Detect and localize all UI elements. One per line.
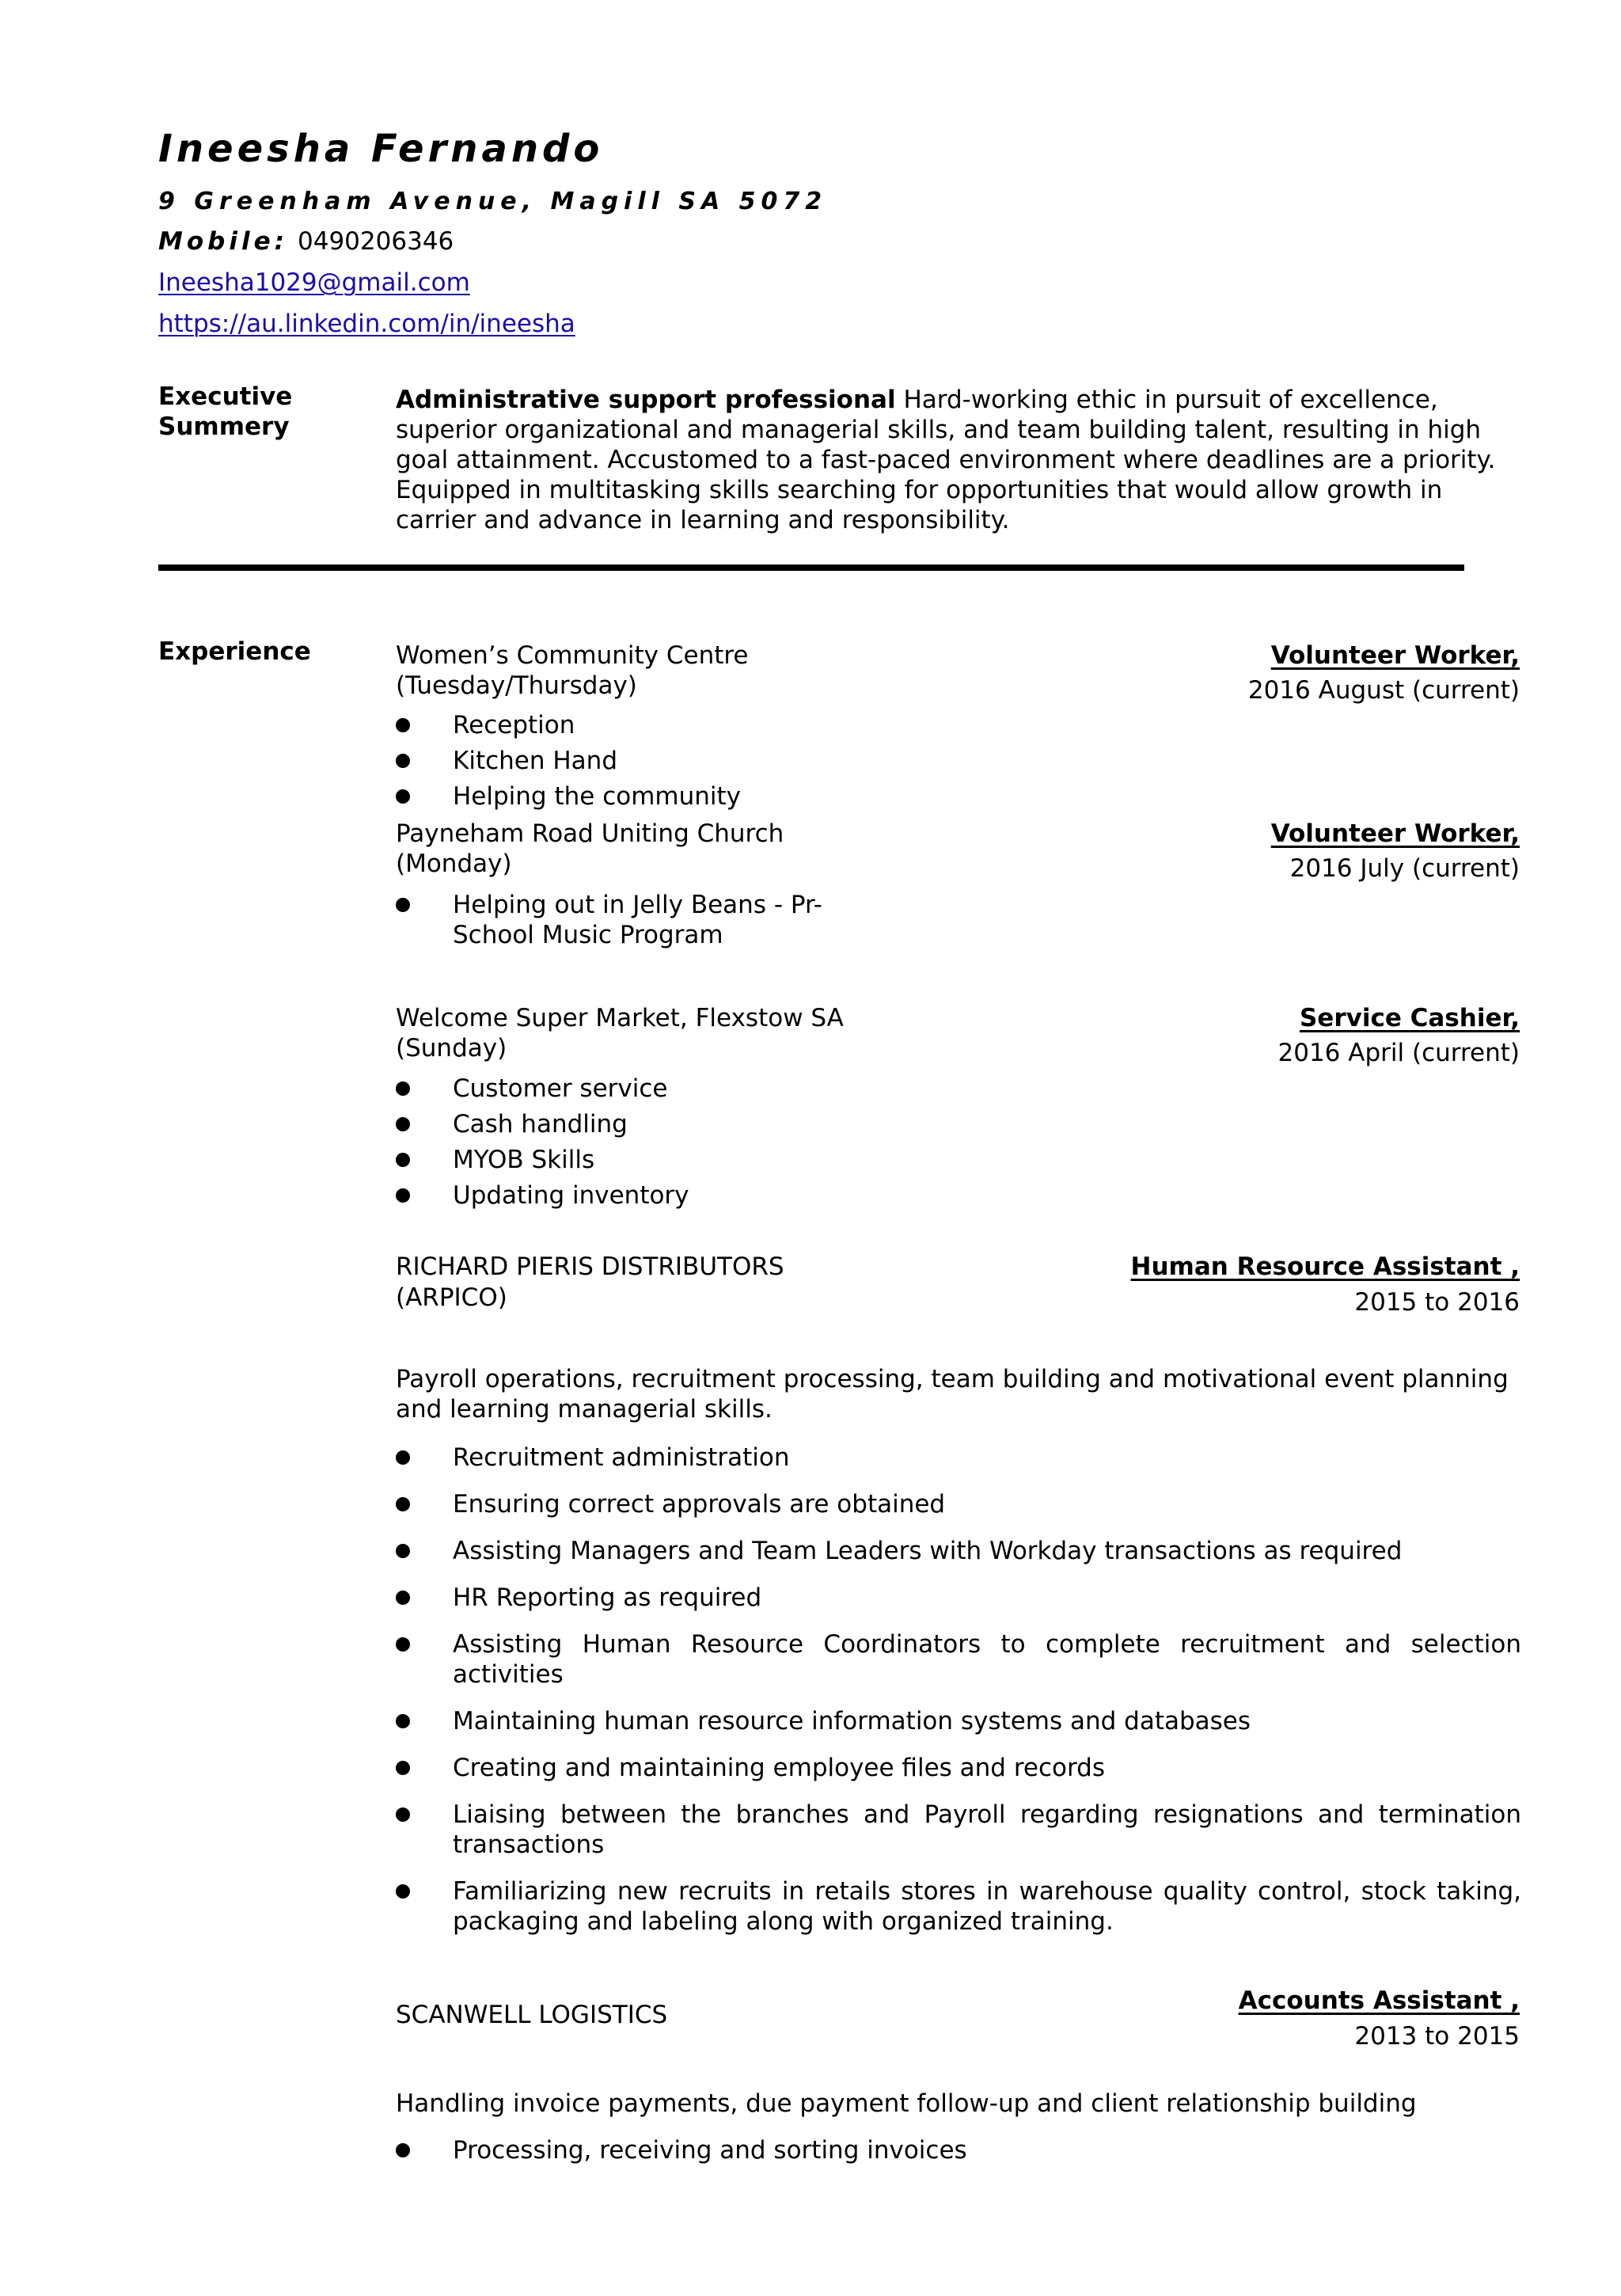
summary-body: Hard-working ethic in pursuit of excellence, superior organizational and managerial skills, and team building talent, resulting in high goal attainment. Accustomed to a fast-paced environment where deadlines are a priority. Equipped in multitasking skills searching for opportunities that would allow growth in carrier and advance in learning and responsibility.: [396, 386, 1496, 534]
list-item: HR Reporting as required: [396, 1583, 1521, 1613]
section-divider: [158, 564, 1464, 571]
bullet-icon: [396, 2143, 410, 2157]
job-role: Service Cashier,: [1299, 1004, 1520, 1032]
list-item: Familiarizing new recruits in retails stores in warehouse quality control, stock taking, packaging and labeling along with organized training.: [396, 1876, 1521, 1937]
bullet-icon: [396, 1761, 410, 1775]
email-link[interactable]: Ineesha1029@gmail.com: [158, 268, 470, 297]
list-item: Processing, receiving and sorting invoices: [396, 2135, 967, 2165]
list-item: Kitchen Hand: [396, 746, 617, 776]
mobile-line: [158, 227, 454, 256]
linkedin-link[interactable]: https://au.linkedin.com/in/ineesha: [158, 310, 575, 338]
bullet-icon: [396, 789, 410, 804]
job-description: Handling invoice payments, due payment follow-up and client relationship building: [396, 2089, 1417, 2118]
job-org: RICHARD PIERIS DISTRIBUTORS: [396, 1253, 784, 1281]
job-org: Women’s Community Centre: [396, 641, 749, 670]
job-role: Volunteer Worker,: [1270, 819, 1520, 848]
bullet-icon: [396, 718, 410, 732]
bullet-icon: [396, 754, 410, 768]
job-date: 2016 April (current): [1277, 1039, 1520, 1067]
job-date: 2016 August (current): [1247, 676, 1520, 705]
list-item: Customer service: [396, 1074, 667, 1104]
bullet-icon: [396, 1450, 410, 1465]
bullet-icon: [396, 1188, 410, 1203]
bullet-icon: [396, 1591, 410, 1605]
mobile-number: 0490206346: [298, 227, 454, 256]
list-item: Liaising between the branches and Payroll regarding resignations and termination transactions: [396, 1800, 1521, 1860]
address: 9 Greenham Avenue, Magill SA 5072: [158, 188, 828, 215]
list-item: Helping out in Jelly Beans - Pr-School Music Program: [396, 890, 848, 950]
bullet-icon: [396, 1637, 410, 1652]
list-item: Cash handling: [396, 1109, 628, 1139]
candidate-name: Ineesha Fernando: [158, 127, 604, 171]
list-item: Reception: [396, 710, 575, 740]
bullet-icon: [396, 1081, 410, 1096]
job-role: Accounts Assistant ,: [1238, 1986, 1520, 2015]
list-item: Recruitment administration: [396, 1443, 1521, 1473]
job-org: Payneham Road Uniting Church: [396, 819, 784, 848]
bullet-icon: [396, 898, 410, 912]
list-item: Maintaining human resource information systems and databases: [396, 1706, 1521, 1736]
list-item: Assisting Human Resource Coordinators to complete recruitment and selection activities: [396, 1629, 1521, 1690]
job-date: 2015 to 2016: [1354, 1288, 1520, 1317]
executive-summary-text: [396, 385, 1528, 535]
bullet-icon: [396, 1117, 410, 1131]
job-org: SCANWELL LOGISTICS: [396, 2001, 668, 2029]
summary-lead: Administrative support professional: [396, 386, 896, 414]
job-schedule: (Sunday): [396, 1034, 507, 1062]
experience-label: Experience: [158, 637, 311, 666]
bullet-icon: [396, 1808, 410, 1822]
list-item: Creating and maintaining employee files and records: [396, 1753, 1521, 1783]
list-item: Updating inventory: [396, 1180, 689, 1211]
mobile-label: Mobile:: [158, 227, 289, 256]
list-item: MYOB Skills: [396, 1145, 594, 1175]
list-item: Ensuring correct approvals are obtained: [396, 1489, 1521, 1519]
job-schedule: (Tuesday/Thursday): [396, 671, 637, 700]
job-description: Payroll operations, recruitment processing, team building and motivational event planning and learning managerial skills.: [396, 1365, 1509, 1424]
bullet-icon: [396, 1153, 410, 1167]
job-schedule: (Monday): [396, 850, 512, 878]
job-role: Volunteer Worker,: [1270, 641, 1520, 670]
bullet-icon: [396, 1497, 410, 1511]
list-item: Helping the community: [396, 781, 741, 812]
job-role: Human Resource Assistant ,: [1130, 1253, 1520, 1281]
job-date: 2013 to 2015: [1354, 2022, 1520, 2051]
list-item: Assisting Managers and Team Leaders with Workday transactions as required: [396, 1536, 1521, 1566]
job-org: Welcome Super Market, Flexstow SA: [396, 1004, 844, 1032]
job-date: 2016 July (current): [1289, 854, 1520, 883]
bullet-icon: [396, 1544, 410, 1558]
job-schedule: (ARPICO): [396, 1283, 507, 1312]
bullet-icon: [396, 1884, 410, 1899]
executive-summary-label: Executive Summery: [158, 382, 293, 441]
bullet-icon: [396, 1714, 410, 1728]
